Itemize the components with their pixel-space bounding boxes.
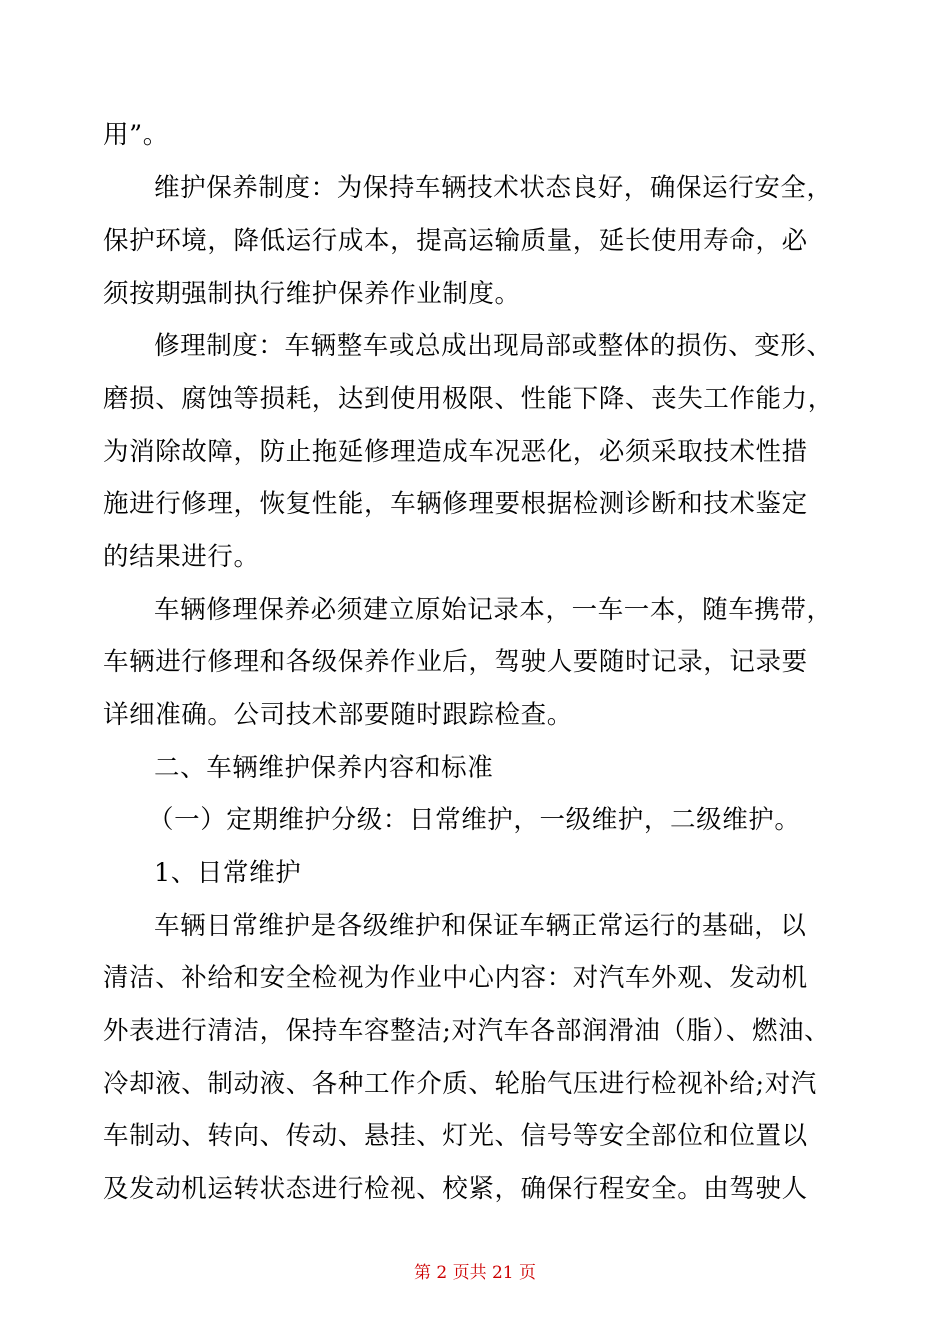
paragraph-line: 及发动机运转状态进行检视、校紧，确保行程安全。由驾驶人	[103, 1174, 808, 1204]
paragraph-line: 车制动、转向、传动、悬挂、灯光、信号等安全部位和位置以	[103, 1121, 808, 1151]
subsection-heading: （一）定期维护分级：日常维护，一级维护，二级维护。	[148, 805, 801, 835]
paragraph-line: 保护环境，降低运行成本，提高运输质量，延长使用寿命，必	[103, 226, 808, 256]
paragraph-line: 磨损、腐蚀等损耗，达到使用极限、性能下降、丧失工作能力，	[103, 384, 834, 414]
paragraph-line: 的结果进行。	[103, 542, 260, 572]
paragraph-line: 用”。	[103, 120, 169, 150]
paragraph-line: 车辆进行修理和各级保养作业后，驾驶人要随时记录，记录要	[103, 647, 808, 677]
paragraph-line: 为消除故障，防止拖延修理造成车况恶化，必须采取技术性措	[103, 437, 808, 467]
paragraph-line: 施进行修理，恢复性能，车辆修理要根据检测诊断和技术鉴定	[103, 489, 808, 519]
paragraph-line: 外表进行清洁，保持车容整洁;对汽车各部润滑油（脂）、燃油、	[103, 1016, 831, 1046]
paragraph-line: 清洁、补给和安全检视为作业中心内容：对汽车外观、发动机	[103, 963, 808, 993]
item-heading: 1、日常维护	[154, 858, 302, 888]
section-heading: 二、车辆维护保养内容和标准	[154, 753, 494, 783]
paragraph-line: 修理制度：车辆整车或总成出现局部或整体的损伤、变形、	[154, 331, 833, 361]
paragraph-line: 车辆修理保养必须建立原始记录本，一车一本，随车携带，	[154, 595, 833, 625]
page-number-footer: 第 2 页共 21 页	[413, 1263, 537, 1283]
paragraph-line: 冷却液、制动液、各种工作介质、轮胎气压进行检视补给;对汽	[103, 1069, 817, 1099]
paragraph-line: 车辆日常维护是各级维护和保证车辆正常运行的基础，以	[154, 911, 807, 941]
paragraph-line: 须按期强制执行维护保养作业制度。	[103, 279, 521, 309]
paragraph-line: 维护保养制度：为保持车辆技术状态良好，确保运行安全，	[154, 173, 833, 203]
paragraph-line: 详细准确。公司技术部要随时跟踪检查。	[103, 700, 573, 730]
